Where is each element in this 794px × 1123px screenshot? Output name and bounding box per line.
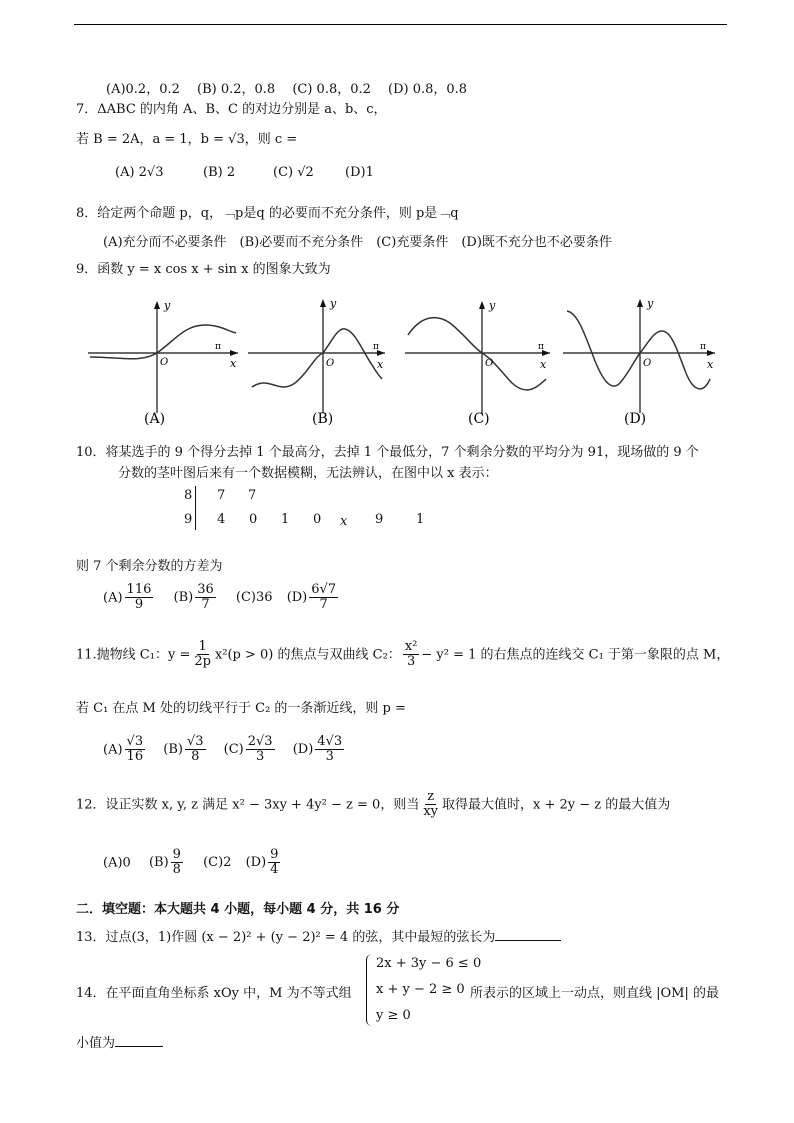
graph-b-origin: O [326, 358, 335, 369]
q12-stem: 12．设正实数 x, y, z 满足 x² − 3xy + 4y² − z = 0，则当 $\frac{z}{xy}$ 取得最大值时，x + 2y − z 的最大值为 [76, 789, 671, 820]
q8-stem: 8．给定两个命题 p，q，﹁p是q 的必要而不充分条件，则 p是﹁q [76, 206, 459, 221]
graph-d-pi: π [700, 342, 706, 352]
q11-stem: 11.抛物线 C₁：y = $\frac{1}{2p}$ x²(p > 0) 的焦点与双曲线 C₂： $\frac{\text{x²}}{3}$ − y² = 1 的右焦点的连线交 C₁ 于第一象限的点 M， [76, 639, 730, 670]
stem-8: 8 [184, 488, 193, 503]
graph-c-origin: O [485, 358, 494, 369]
q8-options: (A)充分而不必要条件 (B)必要而不充分条件 (C)充要条件 (D)既不充分也不必要条件 [103, 235, 612, 250]
leaf-9-1: 4 [217, 512, 226, 527]
leaf-9-2: 0 [249, 512, 258, 527]
graph-c-x-label: x [540, 358, 547, 371]
graph-c-y-label: y [489, 299, 496, 312]
q14-brace [366, 954, 375, 1026]
q13-stem: 13．过点(3，1)作圆 (x − 2)² + (y − 2)² = 4 的弦，其中最短的弦长为 [76, 926, 561, 945]
q11-condition: 若 C₁ 在点 M 处的切线平行于 C₂ 的一条渐近线，则 p = [76, 701, 406, 716]
graph-a-label: (A) [144, 411, 166, 427]
graph-c-label: (C) [468, 411, 490, 427]
leaf-8-1: 7 [217, 488, 226, 503]
stem-divider [195, 486, 196, 530]
q9-graphs [80, 295, 730, 430]
q7-stem: 7．ΔABC 的内角 A、B、C 的对边分别是 a、b、c， [76, 102, 387, 117]
graph-a [88, 299, 238, 427]
q10-question: 则 7 个剩余分数的方差为 [76, 559, 223, 574]
graph-c [405, 299, 550, 427]
leaf-9-7: 1 [416, 512, 425, 527]
graph-a-origin: O [160, 357, 169, 368]
leaf-9-5: x [340, 514, 348, 529]
graph-d-y-label: y [647, 297, 654, 310]
leaf-9-6: 9 [375, 512, 384, 527]
q11-options: (A) $\frac{√3}{16}$ (B) $\frac{√3}{8}$ (C) $\frac{2√3}{3}$ (D) $\frac{4√3}{3}$ [103, 734, 343, 765]
q7-option-a: (A) 2√3 [115, 165, 164, 180]
q14-ineq-3: y ≥ 0 [376, 1008, 411, 1023]
q12-options: (A)0 (B) $\frac{9}{8}$ (C)2 (D) $\frac{9}{4}$ [103, 847, 279, 878]
q14-answer-blank[interactable] [115, 1046, 163, 1047]
graph-b-pi: π [373, 342, 379, 352]
graph-b [248, 297, 385, 427]
header-rule [74, 24, 727, 25]
graph-d-label: (D) [624, 411, 647, 427]
q6-options: (A)0.2，0.2 (B) 0.2，0.8 (C) 0.8，0.2 (D) 0.8，0.8 [106, 82, 468, 97]
graph-b-x-label: x [377, 358, 384, 371]
graph-d-origin: O [643, 358, 652, 369]
leaf-9-4: 0 [313, 512, 322, 527]
q7-condition: 若 B = 2A，a = 1，b = √3，则 c = [76, 132, 298, 147]
q14-prefix: 14．在平面直角坐标系 xOy 中，M 为不等式组 [76, 986, 352, 1001]
graph-d-x-label: x [707, 358, 714, 371]
graph-b-y-label: y [330, 297, 337, 310]
graph-a-x-label: x [230, 357, 237, 370]
q14-ineq-2: x + y − 2 ≥ 0 [376, 982, 465, 997]
q10-stem-line2: 分数的茎叶图后来有一个数据模糊，无法辨认，在图中以 x 表示： [118, 466, 498, 481]
q10-options: (A) $\frac{116}{9}$ (B) $\frac{36}{7}$ (C)36 (D) $\frac{6√7}{7}$ [103, 582, 337, 613]
q7-option-b: (B) 2 [203, 165, 236, 180]
q7-option-c: (C) √2 [273, 165, 314, 180]
graph-a-y-label: y [164, 299, 171, 312]
section-2-heading: 二．填空题：本大题共 4 小题，每小题 4 分，共 16 分 [76, 902, 400, 917]
q10-stem-line1: 10．将某选手的 9 个得分去掉 1 个最高分，去掉 1 个最低分，7 个剩余分数的平均分为 91，现场做的 9 个 [76, 445, 699, 460]
graph-c-pi: π [538, 342, 544, 352]
q14-ineq-1: 2x + 3y − 6 ≤ 0 [376, 956, 482, 971]
leaf-8-2: 7 [248, 488, 257, 503]
q7-option-d: (D)1 [345, 165, 374, 180]
graph-d [563, 297, 715, 427]
stem-9: 9 [184, 512, 193, 527]
q14-line2: 小值为 [76, 1032, 163, 1051]
q14-suffix: 所表示的区域上一动点，则直线 |OM| 的最 [470, 986, 719, 1001]
graph-b-label: (B) [312, 411, 334, 427]
leaf-9-3: 1 [281, 512, 290, 527]
graph-a-pi: π [215, 342, 221, 352]
q9-stem: 9．函数 y = x cos x + sin x 的图象大致为 [76, 262, 331, 277]
q13-answer-blank[interactable] [495, 940, 561, 941]
